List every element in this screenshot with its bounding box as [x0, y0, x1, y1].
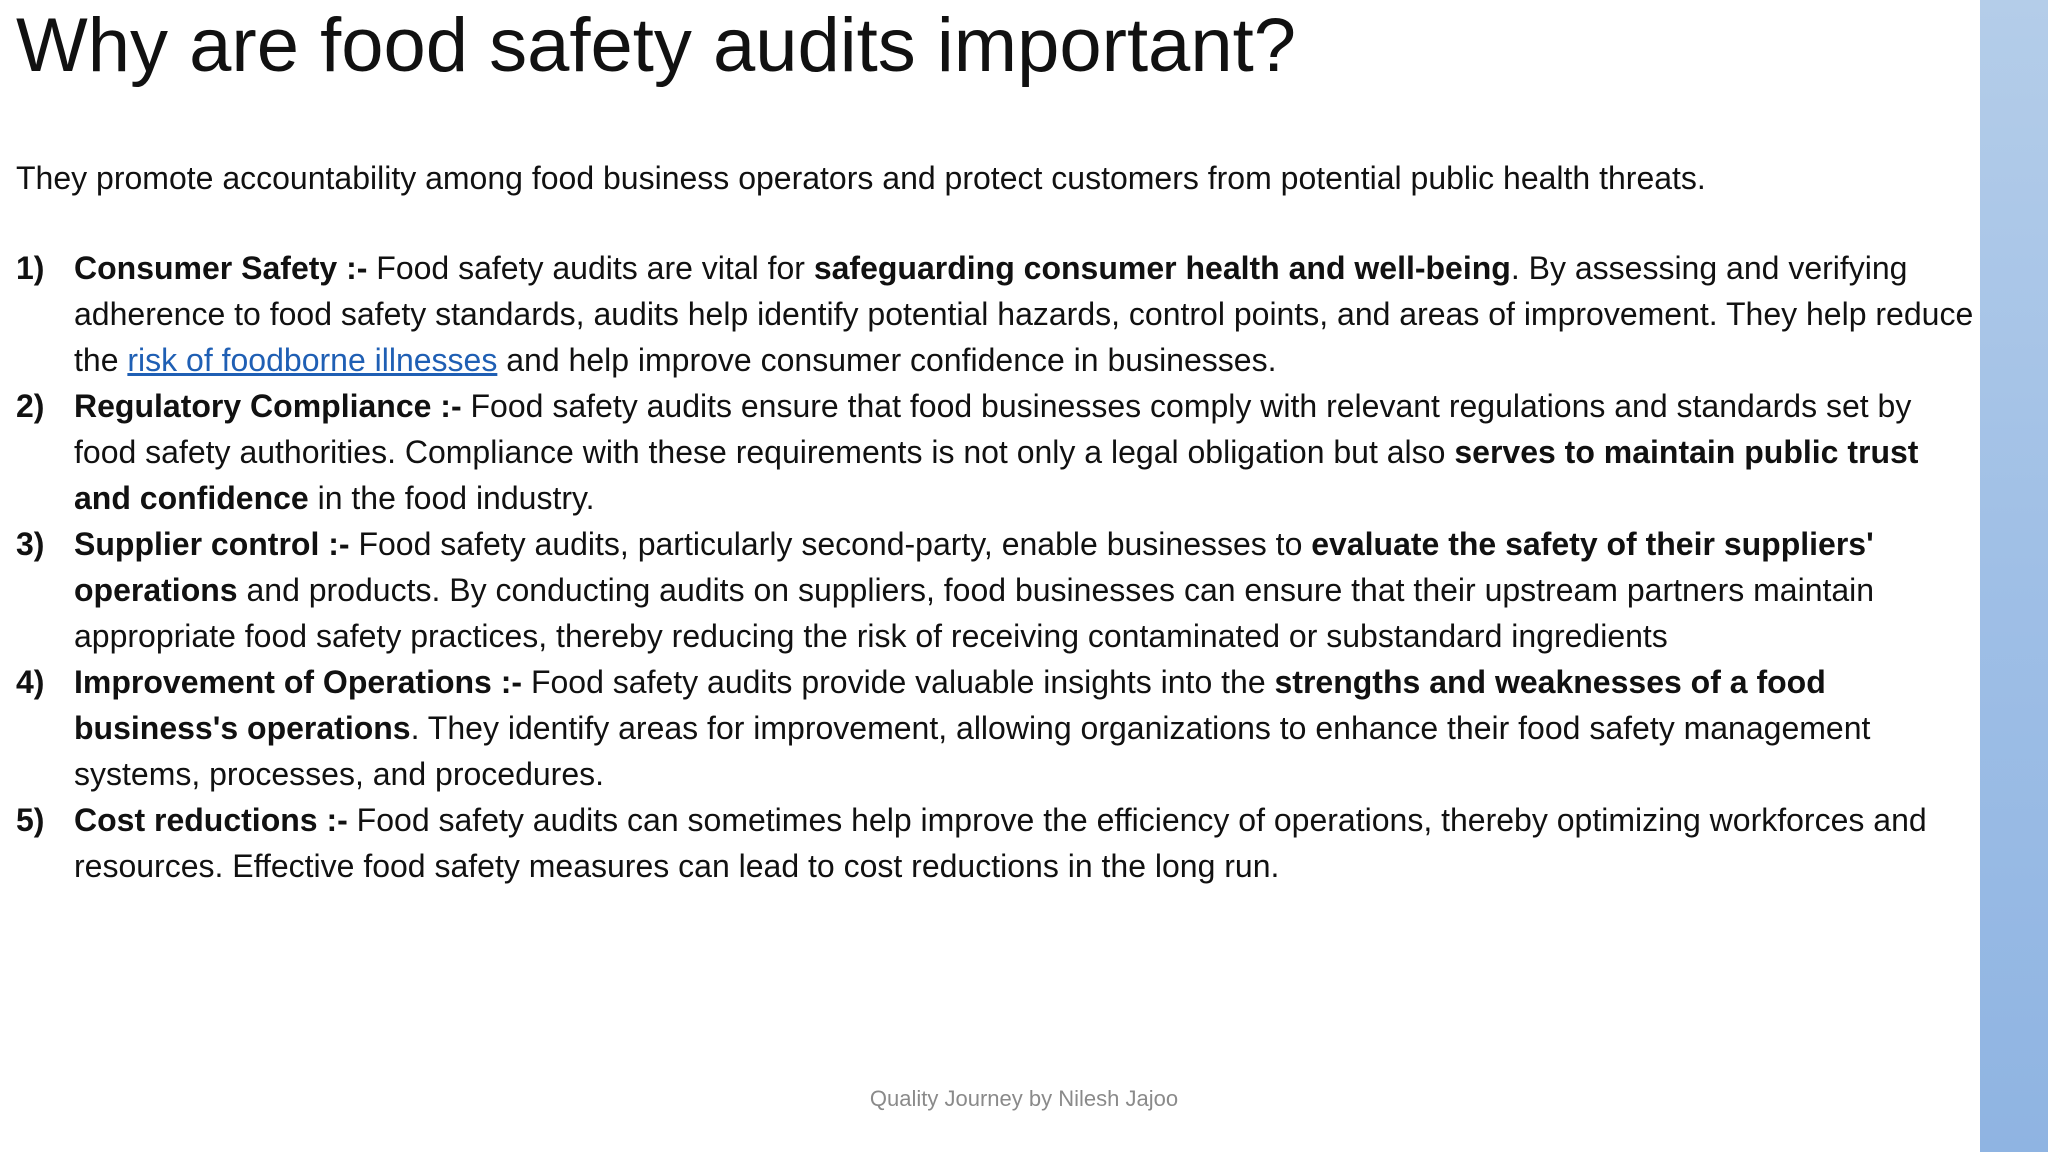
intro-text: They promote accountability among food business operators and protect customers from potential public health threats.	[16, 160, 1706, 196]
point-text: . They identify areas for improvement, allowing organizations to enhance their food safety management systems, processes, and procedures.	[74, 710, 1871, 792]
foodborne-illness-link[interactable]: risk of foodborne illnesses	[127, 342, 498, 378]
points-list	[16, 245, 1976, 889]
point-number: 3)	[16, 526, 45, 562]
point-number: 1)	[16, 250, 45, 286]
point-text: Food safety audits, particularly second-party, enable businesses to	[349, 526, 1312, 562]
point-emphasis: safeguarding consumer health and well-being	[813, 250, 1511, 286]
point-emphasis: strengths and weaknesses of a food business's operations	[74, 664, 1826, 746]
point-heading: Consumer Safety :-	[74, 250, 368, 286]
point-text: in the food industry.	[308, 480, 595, 516]
point-consumer-safety	[16, 245, 1976, 383]
point-improvement-of-operations	[16, 659, 1976, 797]
point-regulatory-compliance	[16, 383, 1976, 521]
point-text: Food safety audits are vital for	[367, 250, 814, 286]
point-heading: Improvement of Operations :-	[74, 664, 523, 700]
point-emphasis: serves to maintain public trust and confidence	[74, 434, 1919, 516]
point-number: 4)	[16, 664, 45, 700]
point-heading: Regulatory Compliance :-	[74, 388, 462, 424]
side-accent-bar	[1980, 0, 2048, 1152]
point-text: . By assessing and verifying adherence to food safety standards, audits help identify potential hazards, control points, and areas of improvement. They help reduce the	[74, 250, 1974, 378]
footer-credit: Quality Journey by Nilesh Jajoo	[869, 1086, 1179, 1111]
point-number: 5)	[16, 802, 45, 838]
point-heading: Cost reductions :-	[74, 802, 348, 838]
point-number: 2)	[16, 388, 45, 424]
point-text: and products. By conducting audits on suppliers, food businesses can ensure that their upstream partners maintain appropriate food safety practices, thereby reducing the risk of receiving contaminated or substandard ingredients	[74, 572, 1875, 654]
slide-title: Why are food safety audits important?	[16, 3, 1296, 88]
point-text: Food safety audits provide valuable insights into the	[522, 664, 1275, 700]
point-cost-reductions	[16, 797, 1976, 889]
point-text: Food safety audits ensure that food businesses comply with relevant regulations and standards set by food safety authorities. Compliance with these requirements is not only a legal obligation but also	[74, 388, 1912, 470]
point-heading: Supplier control :-	[74, 526, 350, 562]
point-text: and help improve consumer confidence in businesses.	[497, 342, 1277, 378]
point-emphasis: evaluate the safety of their suppliers' operations	[74, 526, 1874, 608]
point-supplier-control	[16, 521, 1976, 659]
point-text: Food safety audits can sometimes help improve the efficiency of operations, thereby optimizing workforces and resources. Effective food safety measures can lead to cost reductions in the long run.	[74, 802, 1927, 884]
